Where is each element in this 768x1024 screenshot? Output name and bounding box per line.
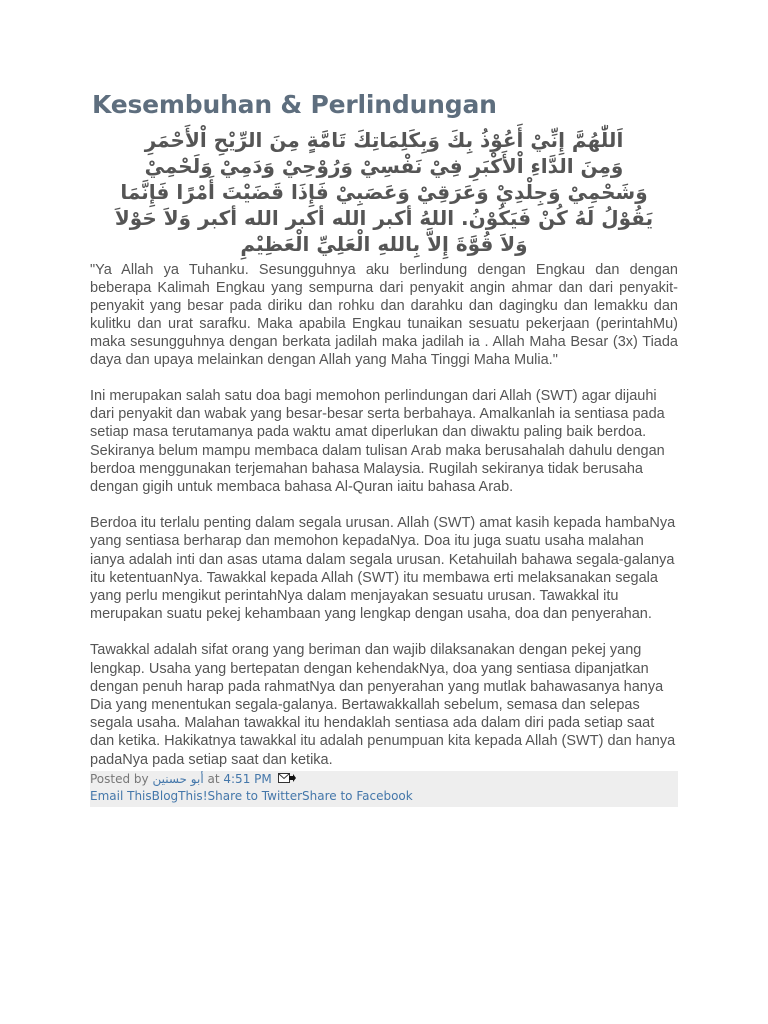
prayer-translation: "Ya Allah ya Tuhanku. Sesungguhnya aku berlindung dengan Engkau dan dengan beberapa Kalimah Engkau yang sempurna dari penyakit angin ahmar dan dari penyakit-penyakit yang besar pada diriku dan rohku dan darahku dan dagingku dan lemakku dan kulitku dan urat sarafku. Maka apabila Engkau tunaikan sesuatu pekerjaan (perintahMu) maka sesungguhnya dengan berkata jadilah maka jadilah ia . Allah Maha Besar (3x) Tiada daya dan upaya melainkan dengan Allah yang Maha Tinggi Maha Mulia." — [90, 262, 678, 368]
email-post-icon[interactable] — [278, 772, 296, 784]
at-label: at — [207, 771, 220, 786]
arabic-line: وَلاَ قُوَّةَ إِلاَّ بِاللهِ الْعَلِيِّ الْعَظِيْمِ — [240, 232, 528, 256]
body-paragraph: Tawakkal adalah sifat orang yang beriman dan wajib dilaksanakan dengan pekej yang lengkap. Usaha yang bertepatan dengan kehendakNya, doa yang sentiasa dipanjatkan dengan penuh harap pada rahmatNya dan penyerahan yang mutlak bahawasanya hanya Dia yang menentukan segala-galanya. Bertawakkallah sebelum, semasa dan selepas segala usaha. Malahan tawakkal itu hendaklah sentiasa ada dalam diri pada setiap saat dan ketika. Hakikatnya tawakkal itu adalah penumpuan kita kepada Allah (SWT) dan hanya padaNya pada setiap saat dan ketika. — [90, 642, 676, 768]
share-facebook-link[interactable]: Share to Facebook — [302, 788, 413, 803]
share-bar — [90, 788, 678, 805]
post-time-link[interactable]: 4:51 PM — [223, 771, 272, 786]
share-twitter-link[interactable]: Share to Twitter — [207, 788, 303, 803]
arabic-prayer — [90, 127, 678, 257]
body-paragraph: Ini merupakan salah satu doa bagi memohon perlindungan dari Allah (SWT) agar dijauhi dari penyakit dan wabak yang besar-besar serta berbahaya. Amalkanlah ia sentiasa pada setiap masa terutamanya pada waktu amat diperlukan dan diwaktu paling baik berdoa. Sekiranya belum mampu membaca dalam tulisan Arab maka berusahalah dahulu dengan berdoa menggunakan terjemahan bahasa Malaysia. Rugilah sekiranya tidak berusaha dengan gigih untuk membaca bahasa Al-Quran iaitu bahasa Arab. — [90, 388, 665, 496]
body-paragraph: Berdoa itu terlalu penting dalam segala urusan. Allah (SWT) amat kasih kepada hambaNya yang sentiasa berharap dan memohon kepadaNya. Doa itu juga suatu usaha malahan ianya adalah inti dan asas utama dalam segala urusan. Ketahuilah bahawa segala-galanya itu ketentuanNya. Tawakkal kepada Allah (SWT) itu membawa erti melaksanakan segala yang perlu mengikut perintahNya dalam menjayakan sesuatu urusan. Tawakkal itu merupakan suatu pekej kehambaan yang lengkap dengan usaha, doa dan penyerahan. — [90, 515, 676, 623]
post-title[interactable]: Kesembuhan & Perlindungan — [92, 90, 497, 119]
email-this-link[interactable]: Email This — [90, 788, 152, 803]
post-meta — [90, 771, 678, 788]
arabic-line: يَقُوْلُ لَهُ كُنْ فَيَكُوْنُ. اللهُ أكبر الله أكبر الله أكبر وَلاَ حَوْلاَ — [114, 206, 654, 230]
posted-by-label: Posted by — [90, 771, 149, 786]
author-link[interactable]: أبو حسنين — [152, 771, 204, 786]
post-footer — [90, 771, 678, 807]
arabic-line: اَللّٰهُمَّ إِنِّيْ أَعُوْذُ بِكَ وَبِكَلِمَاتِكَ تَامَّةٍ مِنَ الرِّيْحِ اْلأَحْمَرِ — [144, 128, 624, 152]
blogthis-link[interactable]: BlogThis! — [151, 788, 208, 803]
arabic-line: وَمِنَ الدَّاءِ اْلأَكْبَرِ فِيْ نَفْسِيْ وَرُوْحِيْ وَدَمِيْ وَلَحْمِيْ — [144, 154, 624, 178]
arabic-line: وَشَحْمِيْ وَجِلْدِيْ وَعَرَقِيْ وَعَصَبِيْ فَإِذَا قَضَيْتَ أَمْرًا فَإِنَّمَا — [120, 180, 648, 204]
